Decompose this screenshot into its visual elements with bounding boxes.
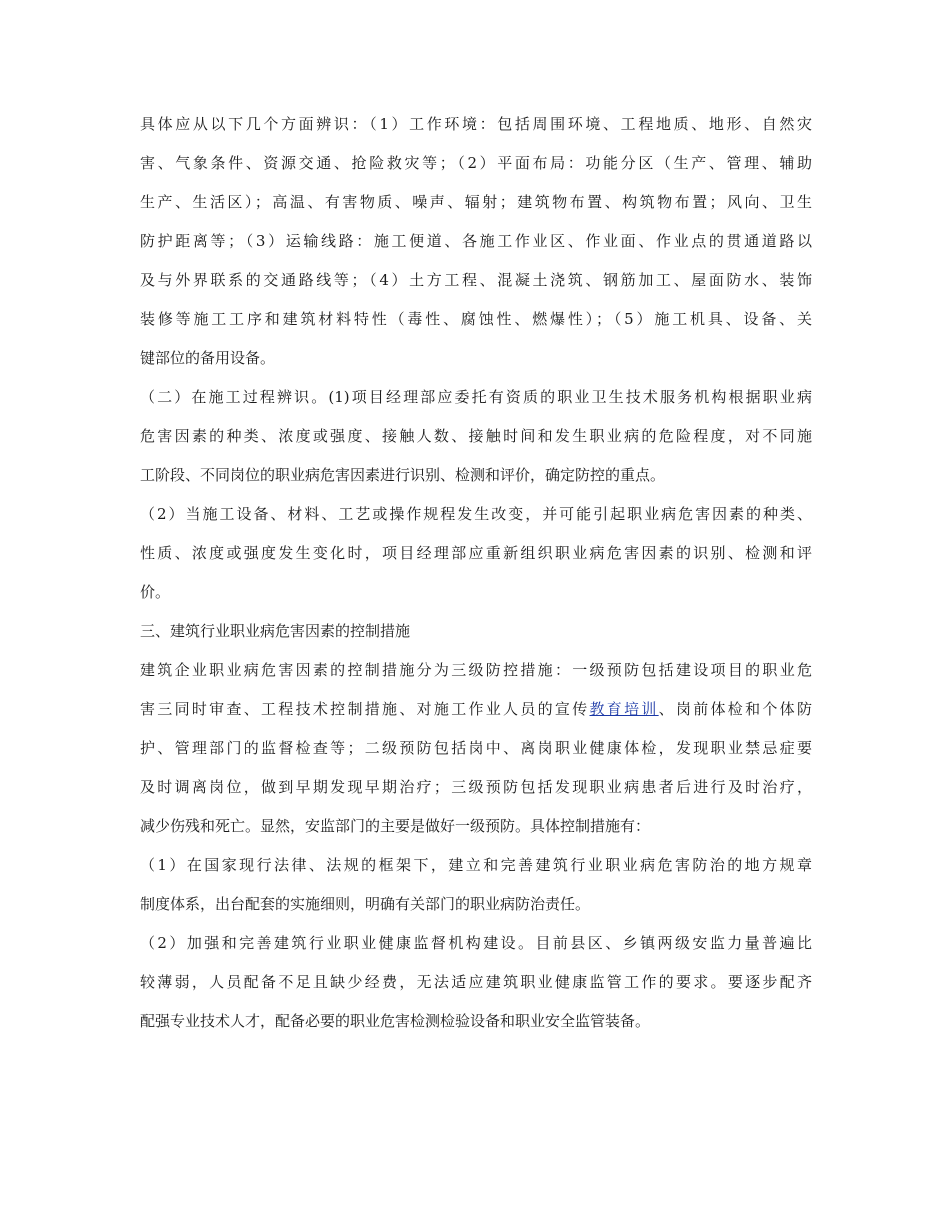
paragraph-line: 制度体系，出台配套的实施细则，明确有关部门的职业病防治责任。 (140, 895, 591, 913)
paragraph-line: 及与外界联系的交通路线等；（4）土方工程、混凝土浇筑、钢筋加工、屋面防水、装饰 (140, 271, 812, 289)
paragraph-line: 具体应从以下几个方面辨识：（1）工作环境：包括周围环境、工程地质、地形、自然灾 (140, 115, 812, 133)
paragraph-line: 键部位的备用设备。 (140, 349, 276, 367)
paragraph-line: （2）当施工设备、材料、工艺或操作规程发生改变，并可能引起职业病危害因素的种类、 (140, 505, 812, 523)
section-heading: 三、建筑行业职业病危害因素的控制措施 (140, 622, 411, 640)
paragraph-line: （1）在国家现行法律、法规的框架下，建立和完善建筑行业职业病危害防治的地方规章 (140, 856, 812, 874)
paragraph-line: （二）在施工过程辨识。(1)项目经理部应委托有资质的职业卫生技术服务机构根据职业病 (140, 388, 812, 406)
paragraph-line: 性质、浓度或强度发生变化时，项目经理部应重新组织职业病危害因素的识别、检测和评 (140, 544, 812, 562)
paragraph-line: 防护距离等；（3）运输线路：施工便道、各施工作业区、作业面、作业点的贯通道路以 (140, 232, 812, 250)
paragraph-line: 装修等施工工序和建筑材料特性（毒性、腐蚀性、燃爆性）；（5）施工机具、设备、关 (140, 310, 812, 328)
link-line-after: 、岗前体检和个体防 (658, 700, 812, 718)
paragraph-line: 价。 (140, 583, 171, 601)
paragraph-line: 配强专业技术人才，配备必要的职业危害检测检验设备和职业安全监管装备。 (140, 1012, 651, 1030)
paragraph-line: 危害因素的种类、浓度或强度、接触人数、接触时间和发生职业病的危险程度，对不同施 (140, 427, 812, 445)
paragraph-line: 护、管理部门的监督检查等；二级预防包括岗中、离岗职业健康体检，发现职业禁忌症要 (140, 739, 812, 757)
link-line-before: 害三同时审查、工程技术控制措施、对施工作业人员的宣传 (140, 700, 590, 718)
paragraph-line-with-link (140, 690, 812, 729)
paragraph-line: 害、气象条件、资源交通、抢险救灾等；（2）平面布局：功能分区（生产、管理、辅助 (140, 154, 812, 172)
paragraph-line: 及时调离岗位，做到早期发现早期治疗；三级预防包括发现职业病患者后进行及时治疗， (140, 778, 812, 796)
paragraph-line: 生产、生活区）；高温、有害物质、噪声、辐射；建筑物布置、构筑物布置；风向、卫生 (140, 193, 812, 211)
paragraph-line: 较薄弱，人员配备不足且缺少经费，无法适应建筑职业健康监管工作的要求。要逐步配齐 (140, 973, 812, 991)
document-body (140, 105, 812, 1041)
education-training-link[interactable]: 教育培训 (589, 700, 659, 718)
paragraph-line: 工阶段、不同岗位的职业病危害因素进行识别、检测和评价，确定防控的重点。 (140, 466, 666, 484)
paragraph-line: 建筑企业职业病危害因素的控制措施分为三级防控措施：一级预防包括建设项目的职业危 (140, 661, 812, 679)
paragraph-line: 减少伤残和死亡。显然，安监部门的主要是做好一级预防。具体控制措施有： (140, 817, 651, 835)
paragraph-line: （2）加强和完善建筑行业职业健康监督机构建设。目前县区、乡镇两级安监力量普遍比 (140, 934, 812, 952)
